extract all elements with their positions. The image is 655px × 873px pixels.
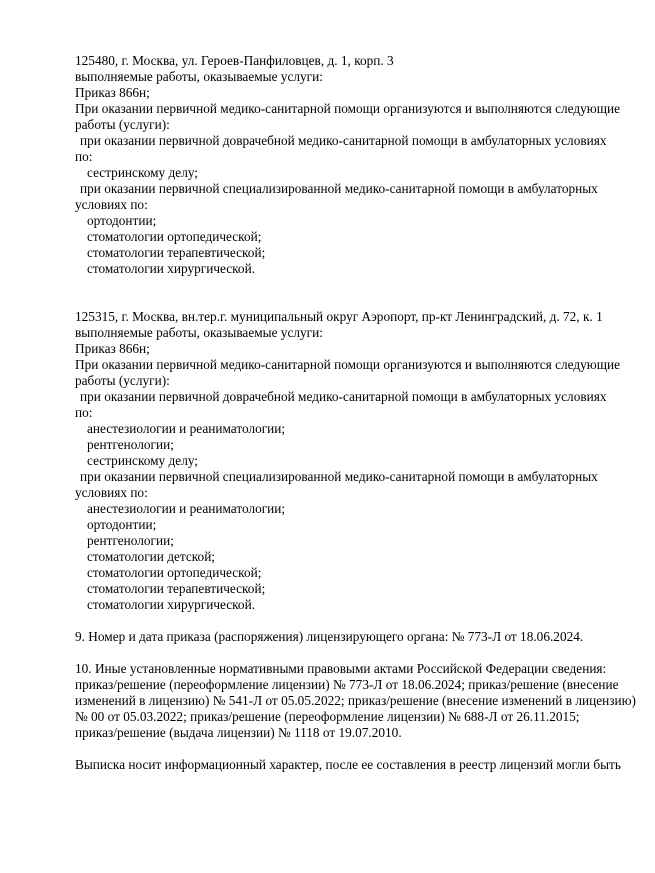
section-heading: при оказании первичной специализированной медико-санитарной помощи в амбулаторных xyxy=(80,469,598,484)
service-item: стоматологии хирургической. xyxy=(87,261,256,276)
service-item: рентгенологии; xyxy=(87,533,174,548)
service-item: стоматологии терапевтической; xyxy=(87,245,266,260)
section-heading: при оказании первичной доврачебной медико-санитарной помощи в амбулаторных условиях xyxy=(80,133,607,148)
service-item: сестринскому делу; xyxy=(87,453,198,468)
works-label: выполняемые работы, оказываемые услуги: xyxy=(75,325,323,340)
service-item: ортодонтии; xyxy=(87,517,157,532)
other-info-item-10 xyxy=(75,661,635,741)
service-item: анестезиологии и реаниматологии; xyxy=(87,421,286,436)
intro-text: работы (услуги): xyxy=(75,117,170,132)
service-item: рентгенологии; xyxy=(87,437,174,452)
order-ref: Приказ 866н; xyxy=(75,85,150,100)
section-heading: по: xyxy=(75,149,93,164)
license-order-item-9: 9. Номер и дата приказа (распоряжения) лицензирующего органа: № 773-Л от 18.06.2024. xyxy=(75,629,584,644)
section-heading: по: xyxy=(75,405,93,420)
address: 125315, г. Москва, вн.тер.г. муниципальный округ Аэропорт, пр-кт Ленинградский, д. 72, к. 1 xyxy=(75,309,603,324)
item10-line: приказ/решение (переоформление лицензии) № 773-Л от 18.06.2024; приказ/решение (внесение xyxy=(75,677,619,692)
service-item: стоматологии ортопедической; xyxy=(87,229,262,244)
disclaimer-text: Выписка носит информационный характер, после ее составления в реестр лицензий могли быть xyxy=(75,757,621,772)
item10-line: № 00 от 05.03.2022; приказ/решение (переоформление лицензии) № 688-Л от 26.11.2015; xyxy=(75,709,580,724)
section-heading: условиях по: xyxy=(75,197,148,212)
document-page xyxy=(75,53,635,773)
service-item: стоматологии ортопедической; xyxy=(87,565,262,580)
service-item: анестезиологии и реаниматологии; xyxy=(87,501,286,516)
item10-line: 10. Иные установленные нормативными правовыми актами Российской Федерации сведения: xyxy=(75,661,607,676)
address-block-2 xyxy=(75,309,635,613)
address: 125480, г. Москва, ул. Героев-Панфиловцев, д. 1, корп. 3 xyxy=(75,53,394,68)
item10-line: приказ/решение (выдача лицензии) № 1118 от 19.07.2010. xyxy=(75,725,402,740)
item10-line: изменений в лицензию) № 541-Л от 05.05.2022; приказ/решение (внесение изменений в лицензию) xyxy=(75,693,636,708)
service-item: стоматологии детской; xyxy=(87,549,216,564)
service-item: стоматологии терапевтической; xyxy=(87,581,266,596)
intro-text: При оказании первичной медико-санитарной помощи организуются и выполняются следующие xyxy=(75,357,620,372)
service-item: ортодонтии; xyxy=(87,213,157,228)
works-label: выполняемые работы, оказываемые услуги: xyxy=(75,69,323,84)
intro-text: При оказании первичной медико-санитарной помощи организуются и выполняются следующие xyxy=(75,101,620,116)
address-block-1 xyxy=(75,53,635,277)
section-heading: условиях по: xyxy=(75,485,148,500)
service-item: стоматологии хирургической. xyxy=(87,597,256,612)
intro-text: работы (услуги): xyxy=(75,373,170,388)
section-heading: при оказании первичной доврачебной медико-санитарной помощи в амбулаторных условиях xyxy=(80,389,607,404)
service-item: сестринскому делу; xyxy=(87,165,198,180)
section-heading: при оказании первичной специализированной медико-санитарной помощи в амбулаторных xyxy=(80,181,598,196)
order-ref: Приказ 866н; xyxy=(75,341,150,356)
